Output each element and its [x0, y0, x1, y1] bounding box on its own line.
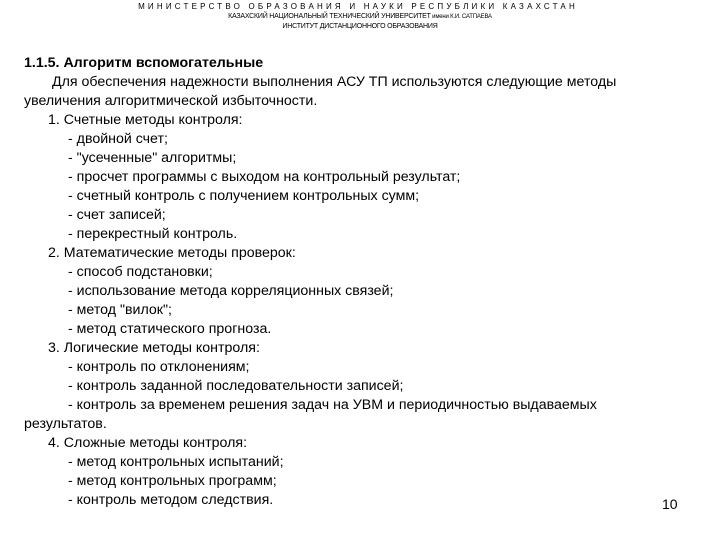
intro-paragraph-continuation: увеличения алгоритмической избыточности.	[24, 93, 318, 109]
list-item: - метод статического прогноза.	[68, 321, 272, 337]
section-heading: 3. Логические методы контроля:	[48, 340, 260, 356]
list-item: - контроль заданной последовательности записей;	[68, 378, 404, 394]
list-item: - просчет программы с выходом на контрольный результат;	[68, 169, 461, 185]
university-suffix: имени К.И. САТПАЕВА	[430, 14, 492, 20]
institute-title: ИНСТИТУТ ДИСТАНЦИОННОГО ОБРАЗОВАНИЯ	[282, 23, 438, 30]
list-item: - контроль методом следствия.	[68, 492, 274, 508]
list-item: - счет записей;	[68, 207, 166, 223]
document-header	[0, 2, 720, 31]
page-number: 10	[662, 496, 678, 512]
section-heading: 1. Счетные методы контроля:	[48, 112, 243, 128]
list-item: - метод "вилок";	[68, 302, 172, 318]
document-body	[24, 54, 696, 510]
list-item: - счетный контроль с получением контрольных сумм;	[68, 188, 420, 204]
ministry-title: МИНИСТЕРСТВО ОБРАЗОВАНИЯ И НАУКИ РЕСПУБЛИКИ КАЗАХСТАН	[138, 2, 578, 11]
intro-paragraph: Для обеспечения надежности выполнения АСУ ТП используются следующие методы	[52, 74, 617, 90]
university-name: КАЗАХСКИЙ НАЦИОНАЛЬНЫЙ ТЕХНИЧЕСКИЙ УНИВЕРСИТЕТ	[228, 13, 431, 20]
list-item: - двойной счет;	[68, 131, 168, 147]
list-item: - перекрестный контроль.	[68, 226, 238, 242]
list-item: - использование метода корреляционных связей;	[68, 283, 394, 299]
list-item: - метод контрольных испытаний;	[68, 454, 284, 470]
list-item: - метод контрольных программ;	[68, 473, 277, 489]
section-heading: 2. Математические методы проверок:	[48, 245, 296, 261]
list-item-continuation: результатов.	[24, 416, 107, 432]
list-item: - контроль по отклонениям;	[68, 359, 250, 375]
list-item: - контроль за временем решения задач на УВМ и периодичностью выдаваемых	[68, 397, 597, 413]
section-heading: 4. Сложные методы контроля:	[48, 435, 248, 451]
list-item: - "усеченные" алгоритмы;	[68, 150, 237, 166]
list-item: - способ подстановки;	[68, 264, 213, 280]
section-title: 1.1.5. Алгоритм вспомогательные	[24, 55, 264, 71]
university-title	[0, 12, 720, 22]
